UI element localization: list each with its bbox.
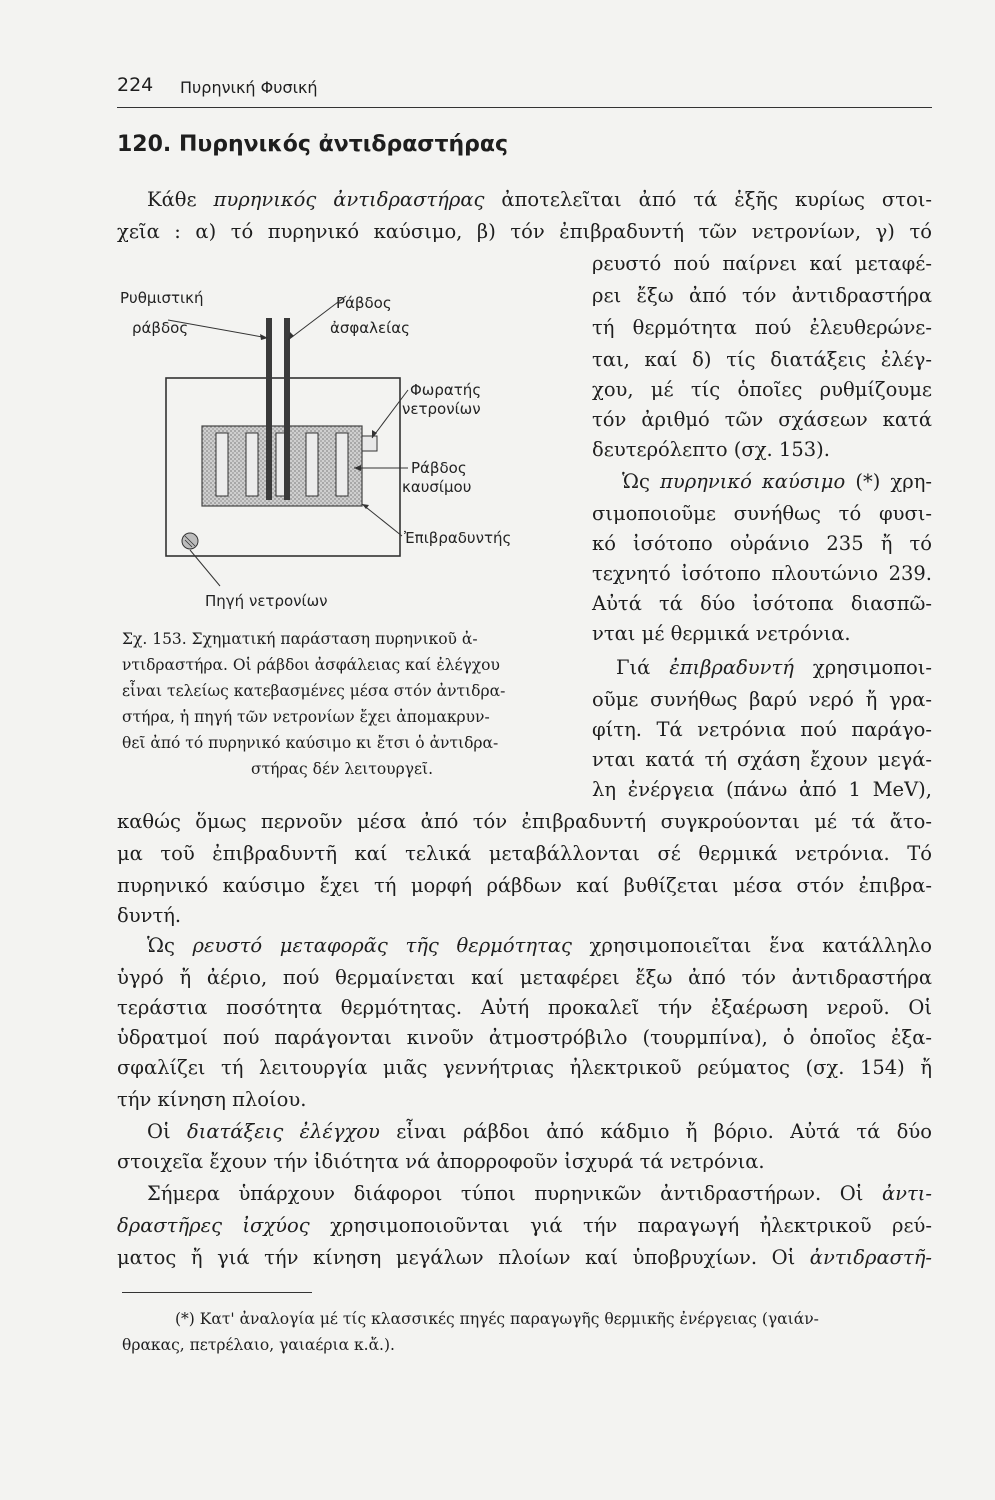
figure-caption-line: Σχ. 153. Σχηματική παράσταση πυρηνικοῦ ἀ-: [122, 630, 478, 648]
header-rule: [117, 107, 932, 108]
text-line: τήν κίνηση πλοίου.: [117, 1088, 307, 1111]
text-line: ὑδρατμοί πού παράγονται κινοῦν ἀτμοστρόβιλο (τουρμπίνα), ὁ ὁποῖος ἐξα-: [117, 1026, 932, 1049]
text-line: Αὐτά τά δύο ἰσότοπα διασπῶ-: [592, 592, 932, 615]
text-line: χου, μέ τίς ὁποῖες ρυθμίζουμε: [592, 378, 932, 401]
footnote-line: θρακας, πετρέλαιο, γαιαέρια κ.ἄ.).: [122, 1336, 395, 1354]
figure-caption-line: ντιδραστήρα. Οἱ ράβδοι ἀσφάλειας καί ἐλέγχου: [122, 656, 500, 674]
text-line: στοιχεῖα ἔχουν τήν ἰδιότητα νά ἀπορροφοῦν ἰσχυρά τά νετρόνια.: [117, 1150, 765, 1173]
footnote-line: (*) Κατ' ἀναλογία μέ τίς κλασσικές πηγές παραγωγῆς θερμικῆς ἐνέργειας (γαιάν-: [175, 1310, 819, 1328]
text-line: ματος ἤ γιά τήν κίνηση μεγάλων πλοίων καί ὑποβρυχίων. Οἱ ἀντιδραστῆ-: [117, 1246, 932, 1269]
running-title: Πυρηνική Φυσική: [180, 78, 318, 97]
text-line: πυρηνικό καύσιμο ἔχει τή μορφή ράβδων καί βυθίζεται μέσα στόν ἐπιβρα-: [117, 874, 932, 897]
text-line: τεχνητό ἰσότοπο πλουτώνιο 239.: [592, 562, 932, 585]
label-fuel-rod-1: Ράβδος: [411, 459, 467, 477]
text-line: οῦμε συνήθως βαρύ νερό ἤ γρα-: [592, 688, 932, 711]
text-line: νται κατά τή σχάση ἔχουν μεγά-: [592, 748, 932, 771]
text-line: μα τοῦ ἐπιβραδυντῆ καί τελικά μεταβάλλονται σέ θερμικά νετρόνια. Τό: [117, 842, 932, 865]
text-line: Κάθε πυρηνικός ἀντιδραστήρας ἀποτελεῖται ἀπό τά ἑξῆς κυρίως στοι-: [147, 188, 932, 211]
text-line: φίτη. Τά νετρόνια πού παράγο-: [592, 718, 932, 741]
label-control-rod-1: Ρυθμιστική: [120, 289, 204, 307]
text-line: ρει ἔξω ἀπό τόν ἀντιδραστήρα: [592, 284, 932, 307]
text-line: Οἱ διατάξεις ἐλέγχου εἶναι ράβδοι ἀπό κάδμιο ἤ βόριο. Αὐτά τά δύο: [147, 1120, 932, 1143]
text-line: Σήμερα ὑπάρχουν διάφοροι τύποι πυρηνικῶν ἀντιδραστήρων. Οἱ ἀντι-: [147, 1182, 932, 1205]
figure-caption-line: εἶναι τελείως κατεβασμένες μέσα στόν ἀντιδρα-: [122, 682, 506, 700]
label-neutron-source: Πηγή νετρονίων: [205, 592, 328, 610]
label-safety-rod-2: ἀσφαλείας: [330, 319, 410, 337]
safety-rod: [284, 318, 290, 500]
footnote-rule: [122, 1292, 312, 1293]
text-line: Ὡς πυρηνικό καύσιμο (*) χρη-: [622, 470, 932, 493]
text-line: τόν ἀριθμό τῶν σχάσεων κατά: [592, 408, 932, 431]
figure-caption-line: στήρας δέν λειτουργεῖ.: [250, 760, 433, 778]
figure-caption-line: στήρα, ἡ πηγή τῶν νετρονίων ἔχει ἀπομακρυν-: [122, 708, 490, 726]
text-line: τή θερμότητα πού ἐλευθερώνε-: [592, 316, 932, 339]
text-line: δυντή.: [117, 904, 182, 927]
text-line: χεῖα : α) τό πυρηνικό καύσιμο, β) τόν ἐπιβραδυντή τῶν νετρονίων, γ) τό: [117, 220, 932, 243]
text-line: Ὡς ρευστό μεταφορᾶς τῆς θερμότητας χρησιμοποιεῖται ἕνα κατάλληλο: [147, 934, 933, 957]
label-moderator: Ἐπιβραδυντής: [404, 529, 512, 547]
label-safety-rod-1: Ράβδος: [336, 294, 392, 312]
figure-caption-line: θεῖ ἀπό τό πυρηνικό καύσιμο κι ἔτσι ὁ ἀντιδρα-: [122, 734, 499, 752]
text-line: λη ἐνέργεια (πάνω ἀπό 1 MeV),: [592, 778, 932, 801]
section-title: 120. Πυρηνικός ἀντιδραστήρας: [117, 132, 509, 157]
text-line: ρευστό πού παίρνει καί μεταφέ-: [592, 252, 932, 275]
text-line: δραστῆρες ἰσχύος χρησιμοποιοῦνται γιά τήν παραγωγή ἠλεκτρικοῦ ρεύ-: [117, 1214, 932, 1237]
page-number: 224: [117, 74, 154, 96]
text-line: σφαλίζει τή λειτουργία μιᾶς γεννήτριας ἠλεκτρικοῦ ρεύματος (σχ. 154) ἤ: [117, 1056, 932, 1079]
text-line: δευτερόλεπτο (σχ. 153).: [592, 438, 830, 461]
label-control-rod-2: ράβδος: [132, 319, 189, 337]
reactor-diagram: [110, 278, 580, 618]
label-detector-2: νετρονίων: [402, 400, 481, 418]
text-line: Γιά ἐπιβραδυντή χρησιμοποι-: [616, 656, 933, 679]
control-rod: [266, 318, 272, 500]
text-line: σιμοποιοῦμε συνήθως τό φυσι-: [592, 502, 932, 525]
neutron-detector: [362, 436, 377, 451]
text-line: καθώς ὅμως περνοῦν μέσα ἀπό τόν ἐπιβραδυντή συγκρούονται μέ τά ἄτο-: [117, 810, 932, 833]
label-detector-1: Φωρατής: [410, 381, 482, 399]
text-line: ται, καί δ) τίς διατάξεις ἐλέγ-: [592, 348, 932, 371]
text-line: κό ἰσότοπο οὐράνιο 235 ἤ τό: [592, 532, 932, 555]
text-line: τεράστια ποσότητα θερμότητας. Αὐτή προκαλεῖ τήν ἐξαέρωση νεροῦ. Οἱ: [117, 996, 932, 1019]
label-fuel-rod-2: καυσίμου: [402, 478, 472, 496]
text-line: ὑγρό ἤ ἀέριο, πού θερμαίνεται καί μεταφέρει ἔξω ἀπό τόν ἀντιδραστήρα: [117, 966, 932, 989]
text-line: νται μέ θερμικά νετρόνια.: [592, 622, 851, 645]
